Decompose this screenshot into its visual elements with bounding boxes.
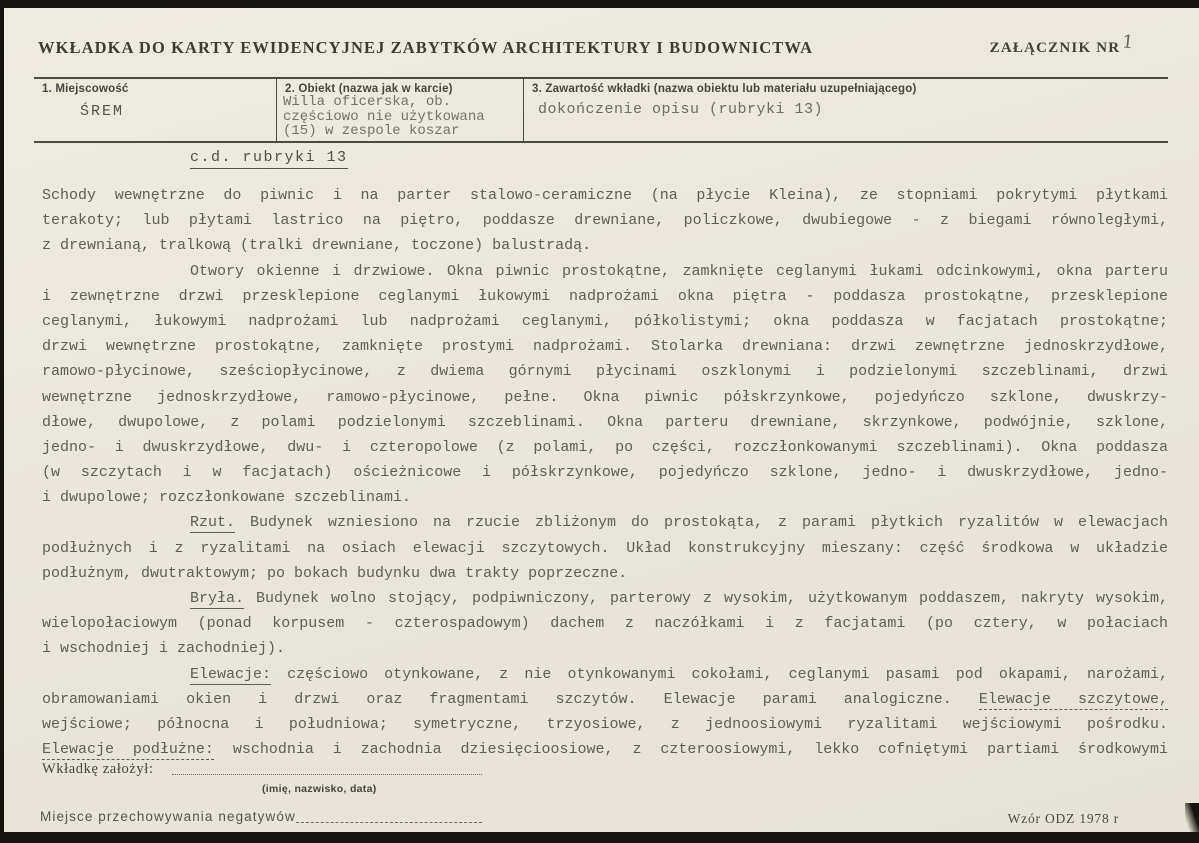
field-object-label: 2. Obiekt (nazwa jak w karcie)	[285, 83, 453, 95]
scan-edge-corner	[1185, 803, 1199, 843]
text-segment: Budynek wolno stojący, podpiwniczony, parterowy z wysokim, użytkowanym poddaszem, nakryty wysokim,	[244, 590, 1168, 607]
text-segment: terakoty; lub płytami lastrico na piętro, poddasze drewniane, policzkowe, dwubiegowe - z biegami równoległymi,	[42, 212, 1168, 230]
text-line	[42, 485, 1168, 510]
text-segment: wielopołaciowym (ponad korpusem - czterospadowym) dachem z naczółkami i z facjatami (po cztery, w połaciach	[42, 615, 1168, 633]
form-header-table	[34, 77, 1168, 143]
text-line	[42, 712, 1168, 737]
text-segment: jedno- i dwuskrzydłowe, dwu- i czteropolowe (z polami, po części, rozczłonkowanymi szczeblinami). Okna poddasza	[42, 438, 1168, 456]
document-scan	[4, 8, 1199, 832]
text-segment: wewnętrzne jednoskrzydłowe, ramowo-płycinowe, pełne. Okna piwnic półskrzynkowe, pojedyńczo szklone, dwuskrzy-	[42, 388, 1168, 406]
text-line	[42, 359, 1168, 384]
text-segment: Otwory okienne i drzwiowe. Okna piwnic prostokątne, zamknięte ceglanymi łukami odcinkowymi, okna parteru	[190, 262, 1168, 280]
text-segment: częściowo otynkowane, z nie otynkowanymi cokołami, ceglanymi pasami pod okapami, narożami,	[271, 665, 1168, 683]
field-object-value	[283, 95, 533, 139]
negatives-storage-label: Miejsce przechowywania negatywów	[40, 809, 296, 824]
text-segment: ramowo-płycinowe, sześciopłycinowe, z dwiema górnymi płycinami oszklonymi i podzielonymi szczeblinami, drzwi	[42, 363, 1168, 381]
text-segment: obramowaniami okien i drzwi oraz fragmentami szczytów. Elewacje parami analogiczne.	[42, 690, 979, 708]
text-line	[42, 183, 1168, 208]
attachment-label-text: ZAŁĄCZNIK NR	[989, 40, 1121, 56]
template-note: Wzór ODZ 1978 r	[1007, 811, 1119, 826]
text-segment: ceglanymi, łukowymi nadprożami lub nadprożami ceglanymi, półkolistymi; okna poddasza w facjatach prostokątne;	[42, 312, 1168, 330]
attachment-number-handwritten: 1	[1121, 31, 1137, 54]
text-line	[42, 410, 1168, 435]
text-segment: wejściowe; północna i południowa; symetryczne, trzyosiowe, z jednoosiowymi ryzalitami wejściowymi pośrodku.	[42, 715, 1168, 733]
text-line	[42, 536, 1168, 561]
field-insert-content-value: dokończenie opisu (rubryki 13)	[538, 101, 824, 118]
text-line	[42, 687, 1168, 712]
field-object-value-line: Willa oficerska, ob.	[283, 94, 452, 110]
underlined-term: Elewacje:	[190, 665, 272, 683]
text-segment: podłużnym, dwutraktowym; po bokach budynku dwa trakty poprzeczne.	[42, 564, 628, 582]
text-segment: dłowe, dwupolowe, z polami podzielonymi szczeblinami. Okna parteru drewniane, skrzynkowe, podwójnie, szklone,	[42, 413, 1168, 431]
text-segment: (w szczytach i w facjatach) ościeżnicowe i półskrzynkowe, pojedyńczo szklone, jedno- i dwuskrzydłowe, jedno-	[42, 464, 1168, 482]
text-segment: Budynek wzniesiono na rzucie zbliżonym do prostokąta, z parami płytkich ryzalitów w elewacjach	[235, 514, 1168, 532]
text-line	[42, 636, 1168, 661]
scan-edge-bottom	[0, 832, 1199, 843]
text-line	[42, 385, 1168, 410]
underlined-term: Bryła.	[190, 590, 245, 607]
scan-edge-left	[0, 0, 4, 843]
text-line	[42, 737, 1168, 762]
text-line	[42, 510, 1168, 535]
underlined-term: Elewacje podłużne:	[42, 741, 214, 759]
attachment-number-label	[989, 31, 1137, 57]
description-body	[42, 148, 1168, 762]
text-line	[42, 233, 1168, 258]
field-object-value-line: częściowo nie użytkowana	[283, 108, 485, 125]
text-segment: wschodnia i zachodnia dziesięcioosiowe, z czteroosiowymi, lekko cofniętymi partiami środkowymi	[213, 741, 1168, 759]
filled-by-label: Wkładkę założył:	[42, 761, 154, 777]
text-line	[42, 259, 1168, 284]
negatives-blank-line	[296, 822, 482, 823]
field-object	[276, 79, 523, 141]
document-title: WKŁADKA DO KARTY EWIDENCYJNEJ ZABYTKÓW ARCHITEKTURY I BUDOWNICTWA	[38, 38, 814, 57]
field-insert-content-label: 3. Zawartość wkładki (nazwa obiektu lub materiału uzupełniającego)	[532, 83, 917, 95]
text-line	[42, 611, 1168, 636]
text-line	[42, 208, 1168, 233]
field-locality	[34, 79, 276, 141]
text-segment: z drewnianą, tralkową (tralki drewniane, toczone) balustradą.	[42, 237, 592, 255]
body-lines	[42, 183, 1168, 762]
scan-edge-top	[0, 0, 1199, 8]
text-line	[42, 309, 1168, 334]
text-line	[42, 561, 1168, 586]
field-locality-label: 1. Miejscowość	[42, 83, 129, 95]
filled-by-hint: (imię, nazwisko, data)	[262, 783, 377, 795]
text-line	[42, 662, 1168, 687]
text-segment: i zewnętrzne drzwi przesklepione ceglanymi łukowymi nadprożami okna piętra - poddasza prostokątne, przesklepione	[42, 287, 1168, 305]
text-segment: i dwupolowe; rozczłonkowane szczeblinami.	[42, 489, 412, 507]
text-line	[42, 460, 1168, 485]
text-segment: Schody wewnętrzne do piwnic i na parter stalowo-ceramiczne (na płycie Kleina), ze stopniami pokrytymi płytkami	[42, 187, 1168, 204]
field-insert-content	[523, 79, 1168, 141]
text-segment: podłużnych i z ryzalitami na osiach elewacji szczytowych. Układ konstrukcyjny mieszany: część środkowa w układzie	[42, 539, 1168, 557]
text-line	[42, 334, 1168, 359]
underlined-term: Rzut.	[190, 514, 236, 532]
section-heading: c.d. rubryki 13	[190, 149, 348, 169]
text-line	[42, 435, 1168, 460]
text-segment: i wschodniej i zachodniej).	[42, 640, 286, 658]
underlined-term: Elewacje szczytowe,	[978, 690, 1168, 708]
text-line	[42, 586, 1168, 611]
text-segment: drzwi wewnętrzne prostokątne, zamknięte prostymi nadprożami. Stolarka drewniana: drzwi zewnętrzne jednoskrzydłowe,	[42, 338, 1168, 356]
text-line	[42, 284, 1168, 309]
field-locality-value: ŚREM	[80, 103, 125, 120]
field-object-value-line: (15) w zespole koszar	[283, 123, 460, 139]
filled-by-blank-line	[172, 774, 482, 775]
